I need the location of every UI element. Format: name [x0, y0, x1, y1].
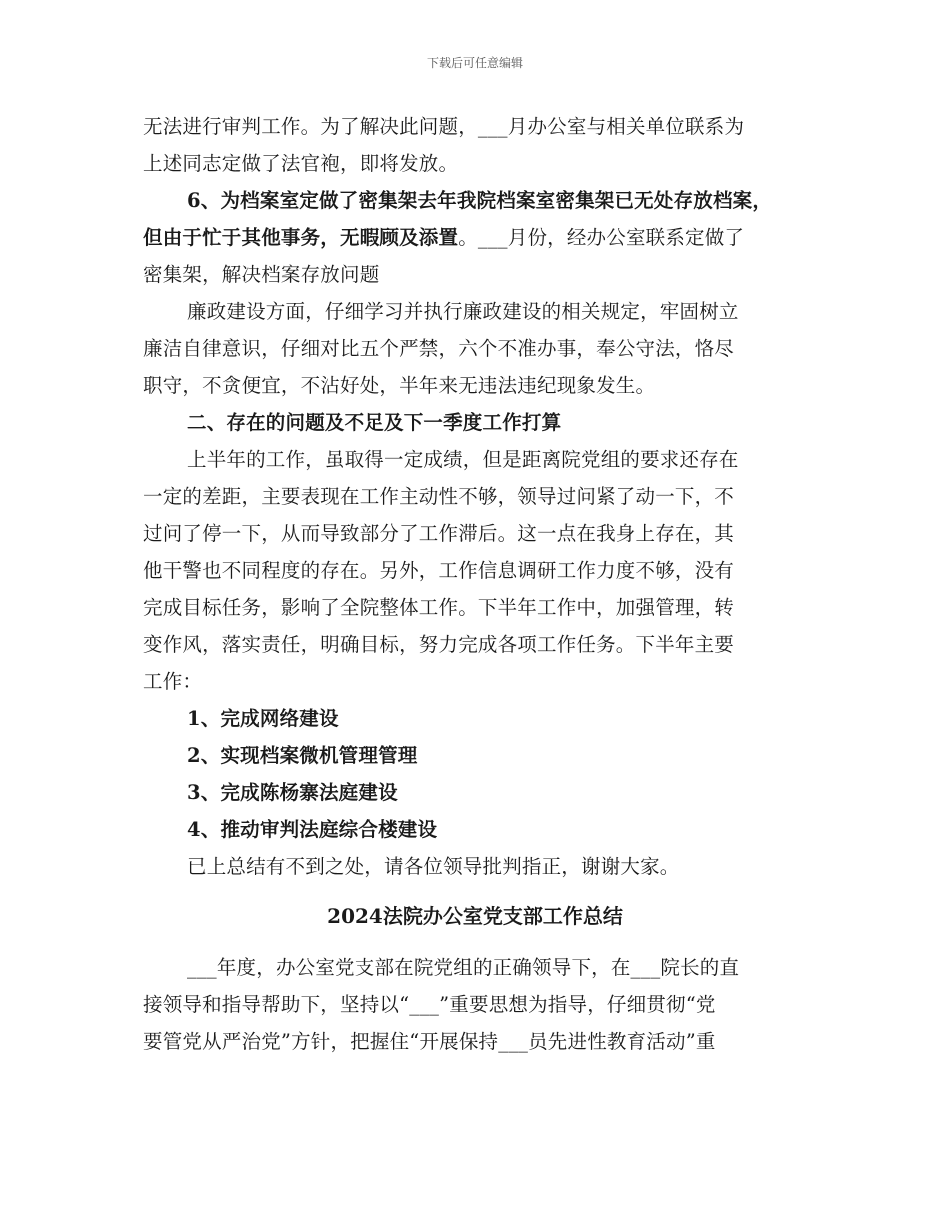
paragraph-line: 接领导和指导帮助下，坚持以“___”重要思想为指导，仔细贯彻“党 [143, 993, 716, 1016]
paragraph-line: 无法进行审判工作。为了解决此问题，___月办公室与相关单位联系为 [143, 115, 745, 138]
item6-line: 密集架，解决档案存放问题 [143, 263, 380, 286]
paragraph-line: 一定的差距，主要表现在工作主动性不够，领导过问紧了动一下，不 [143, 485, 735, 508]
item6-line: 6、为档案室定做了密集架去年我院档案室密集架已无处存放档案， [187, 189, 773, 212]
task-item: 4、推动审判法庭综合楼建设 [187, 818, 438, 841]
section-heading: 二、存在的问题及不足及下一季度工作打算 [187, 411, 562, 434]
item6-bold-text: 但由于忙于其他事务，无暇顾及添置 [143, 226, 459, 249]
paragraph-line: 要管党从严治党”方针，把握住“开展保持___员先进性教育活动”重 [143, 1030, 716, 1053]
page-header: 下载后可任意编辑 [426, 56, 523, 70]
item6-line [143, 225, 744, 251]
paragraph-line: 他干警也不同程度的存在。另外，工作信息调研工作力度不够，没有 [143, 559, 735, 582]
paragraph-line: 过问了停一下，从而导致部分了工作滞后。这一点在我身上存在，其 [143, 522, 735, 545]
closing-line: 已上总结有不到之处，请各位领导批判指正，谢谢大家。 [187, 855, 680, 878]
paragraph-line: 职守，不贪便宜，不沾好处，半年来无违法违纪现象发生。 [143, 374, 656, 397]
paragraph-line: 工作： [143, 670, 203, 693]
paragraph-line: 上半年的工作，虽取得一定成绩，但是距离院党组的要求还存在 [187, 448, 739, 471]
paragraph-line: 廉政建设方面，仔细学习并执行廉政建设的相关规定，牢固树立 [187, 300, 739, 323]
task-item: 1、完成网络建设 [187, 707, 339, 730]
paragraph-line: 上述同志定做了法官袍，即将发放。 [143, 152, 459, 175]
task-item: 2、实现档案微机管理管理 [187, 744, 418, 767]
item6-text: 。___月份，经办公室联系定做了 [458, 226, 745, 249]
paragraph-line: ___年度，办公室党支部在院党组的正确领导下，在___院长的直 [187, 956, 740, 979]
paragraph-line: 廉洁自律意识，仔细对比五个严禁，六个不准办事，奉公守法，恪尽 [143, 337, 735, 360]
paragraph-line: 变作风，落实责任，明确目标，努力完成各项工作任务。下半年主要 [143, 633, 735, 656]
paragraph-line: 完成目标任务，影响了全院整体工作。下半年工作中，加强管理，转 [143, 596, 735, 619]
task-item: 3、完成陈杨寨法庭建设 [187, 781, 398, 804]
document-title: 2024法院办公室党支部工作总结 [327, 904, 623, 928]
